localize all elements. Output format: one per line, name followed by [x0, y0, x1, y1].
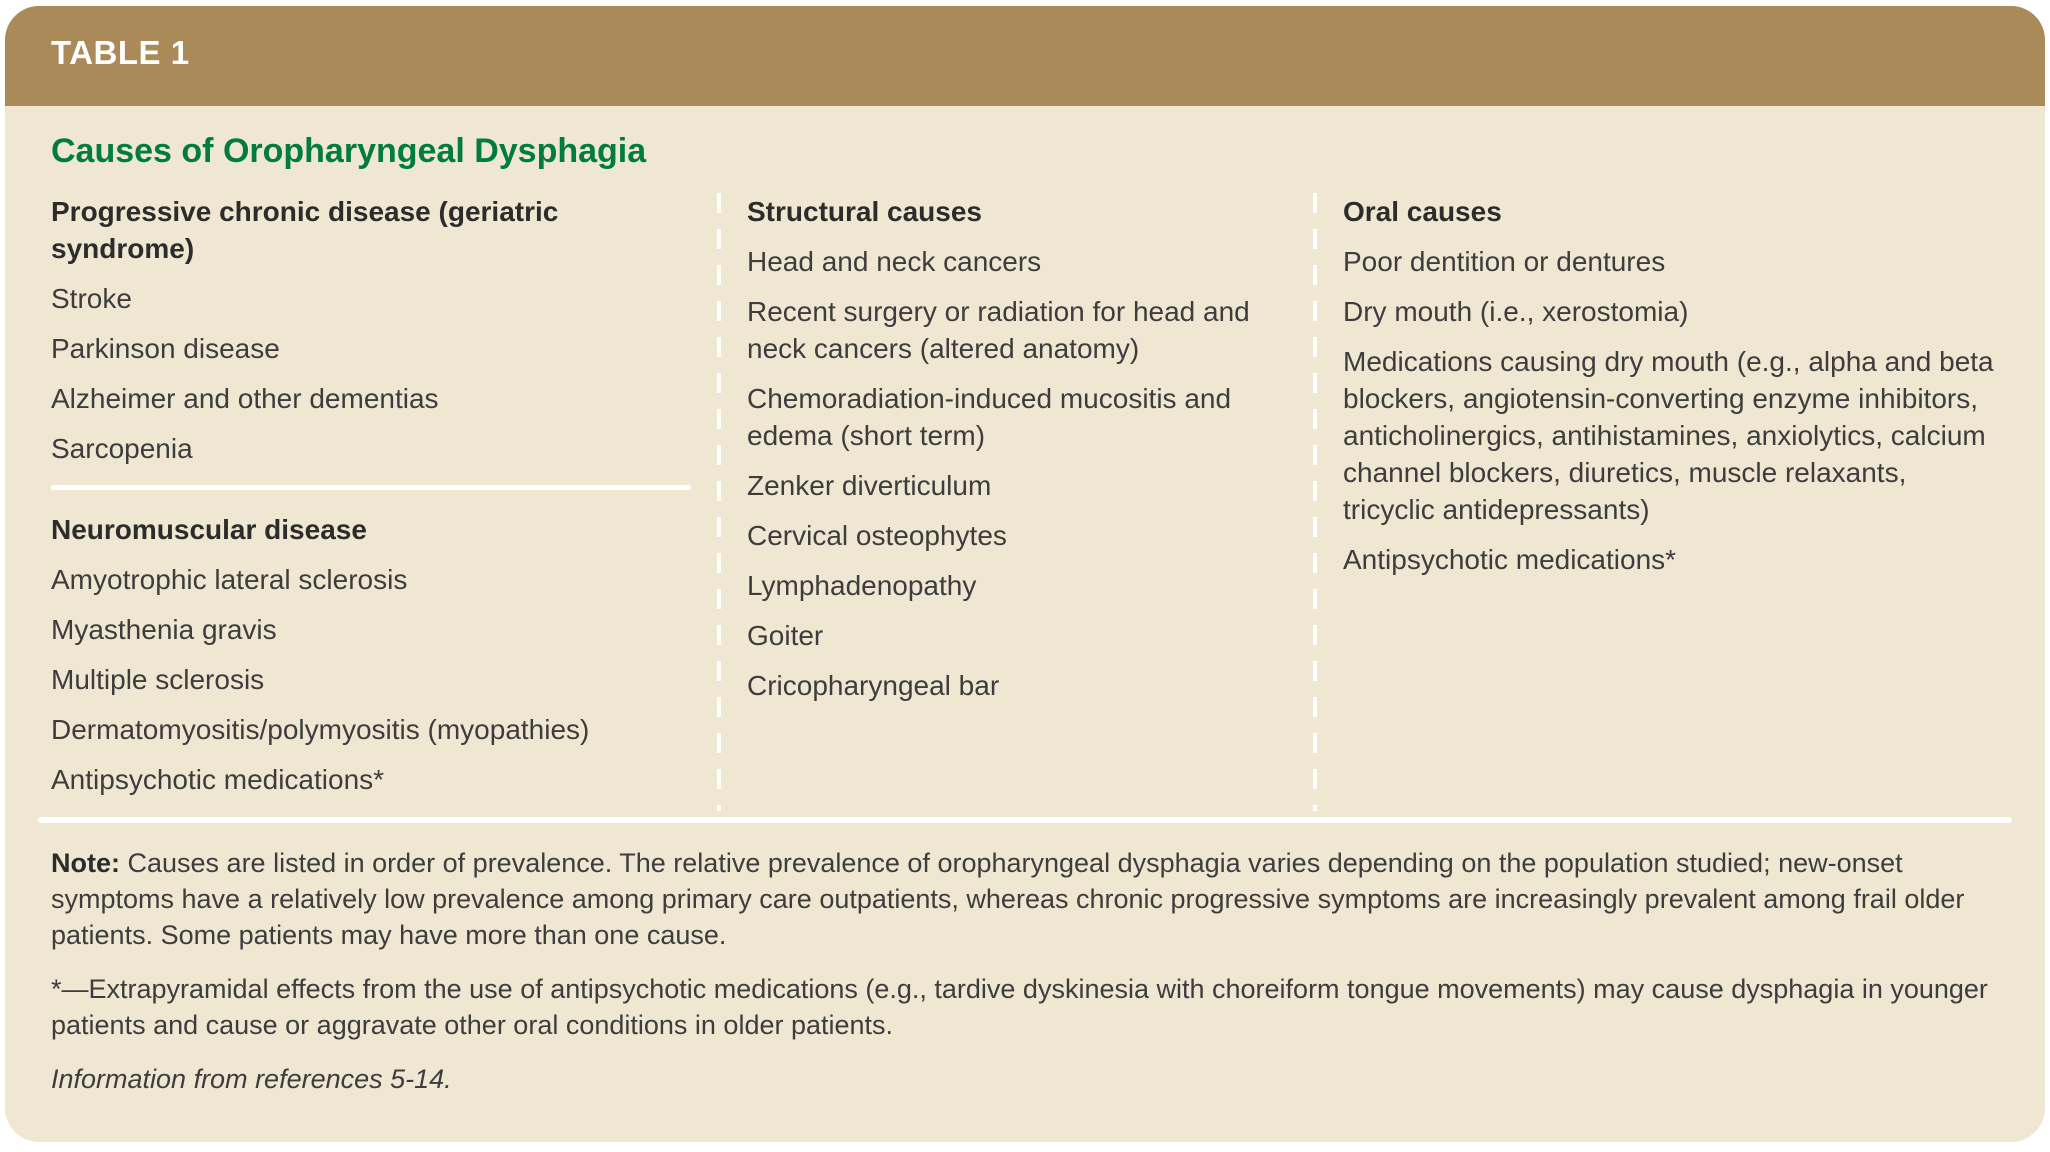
- list-item: Dermatomyositis/polymyositis (myopathies): [51, 714, 590, 745]
- list-item: Goiter: [747, 620, 824, 651]
- table-footer: [51, 845, 1999, 1097]
- section-heading: Neuromuscular disease: [51, 514, 367, 545]
- footer-divider-rule: [38, 817, 2012, 823]
- list-item: Zenker diverticulum: [747, 470, 992, 501]
- list-item: Alzheimer and other dementias: [51, 383, 439, 414]
- list-item: Antipsychotic medications*: [51, 764, 385, 795]
- list-item: Dry mouth (i.e., xerostomia): [1343, 296, 1689, 327]
- list-item: Antipsychotic medications*: [1343, 544, 1677, 575]
- section-heading: Structural causes: [747, 196, 982, 227]
- note-label: Note:: [51, 848, 120, 878]
- column-structural: [747, 193, 1287, 811]
- list-item: Medications causing dry mouth (e.g., alpha and beta blockers, angiotensin-converting enzyme inhibitors, anticholinergics, antihistamines, anxiolytics, calcium channel blockers, diuretics, muscle relaxants, tricyclic antidepressants): [1343, 346, 1994, 525]
- list-item: Myasthenia gravis: [51, 614, 277, 645]
- section-divider-rule: [51, 485, 691, 490]
- source-line: Information from references 5-14.: [51, 1064, 452, 1094]
- section-heading: Oral causes: [1343, 196, 1502, 227]
- asterisk-footnote: *—Extrapyramidal effects from the use of antipsychotic medications (e.g., tardive dyskinesia with choreiform tongue movements) may cause dysphagia in younger patients and cause or aggravate other oral conditions in older patients.: [51, 974, 1988, 1040]
- list-item: Poor dentition or dentures: [1343, 246, 1666, 277]
- list-item: Sarcopenia: [51, 433, 193, 464]
- list-item: Amyotrophic lateral sclerosis: [51, 564, 408, 595]
- column-progressive-neuromuscular: [51, 193, 691, 811]
- table-title: Causes of Oropharyngeal Dysphagia: [51, 132, 647, 170]
- list-item: Head and neck cancers: [747, 246, 1042, 277]
- list-item: Chemoradiation-induced mucositis and edema (short term): [747, 383, 1232, 451]
- list-item: Parkinson disease: [51, 333, 280, 364]
- table-header-band: [5, 6, 2045, 106]
- column-oral: [1343, 193, 2005, 811]
- column-divider-dashed: [717, 193, 721, 811]
- note-text: Causes are listed in order of prevalence. The relative prevalence of oropharyngeal dysphagia varies depending on the population studied; new-onset symptoms have a relatively low prevalence among primary care outpatients, whereas chronic progressive symptoms are increasingly prevalent among frail older patients. Some patients may have more than one cause.: [51, 848, 1965, 950]
- list-item: Multiple sclerosis: [51, 664, 265, 695]
- list-item: Stroke: [51, 283, 132, 314]
- table-card: [5, 6, 2045, 1142]
- note-paragraph: [51, 845, 1999, 953]
- table-label: TABLE 1: [51, 34, 190, 71]
- table-columns: [51, 193, 2005, 811]
- column-divider-dashed: [1313, 193, 1317, 811]
- section-heading: Progressive chronic disease (geriatric syndrome): [51, 196, 559, 264]
- list-item: Lymphadenopathy: [747, 570, 977, 601]
- list-item: Cervical osteophytes: [747, 520, 1007, 551]
- list-item: Cricopharyngeal bar: [747, 670, 1000, 701]
- list-item: Recent surgery or radiation for head and neck cancers (altered anatomy): [747, 296, 1250, 364]
